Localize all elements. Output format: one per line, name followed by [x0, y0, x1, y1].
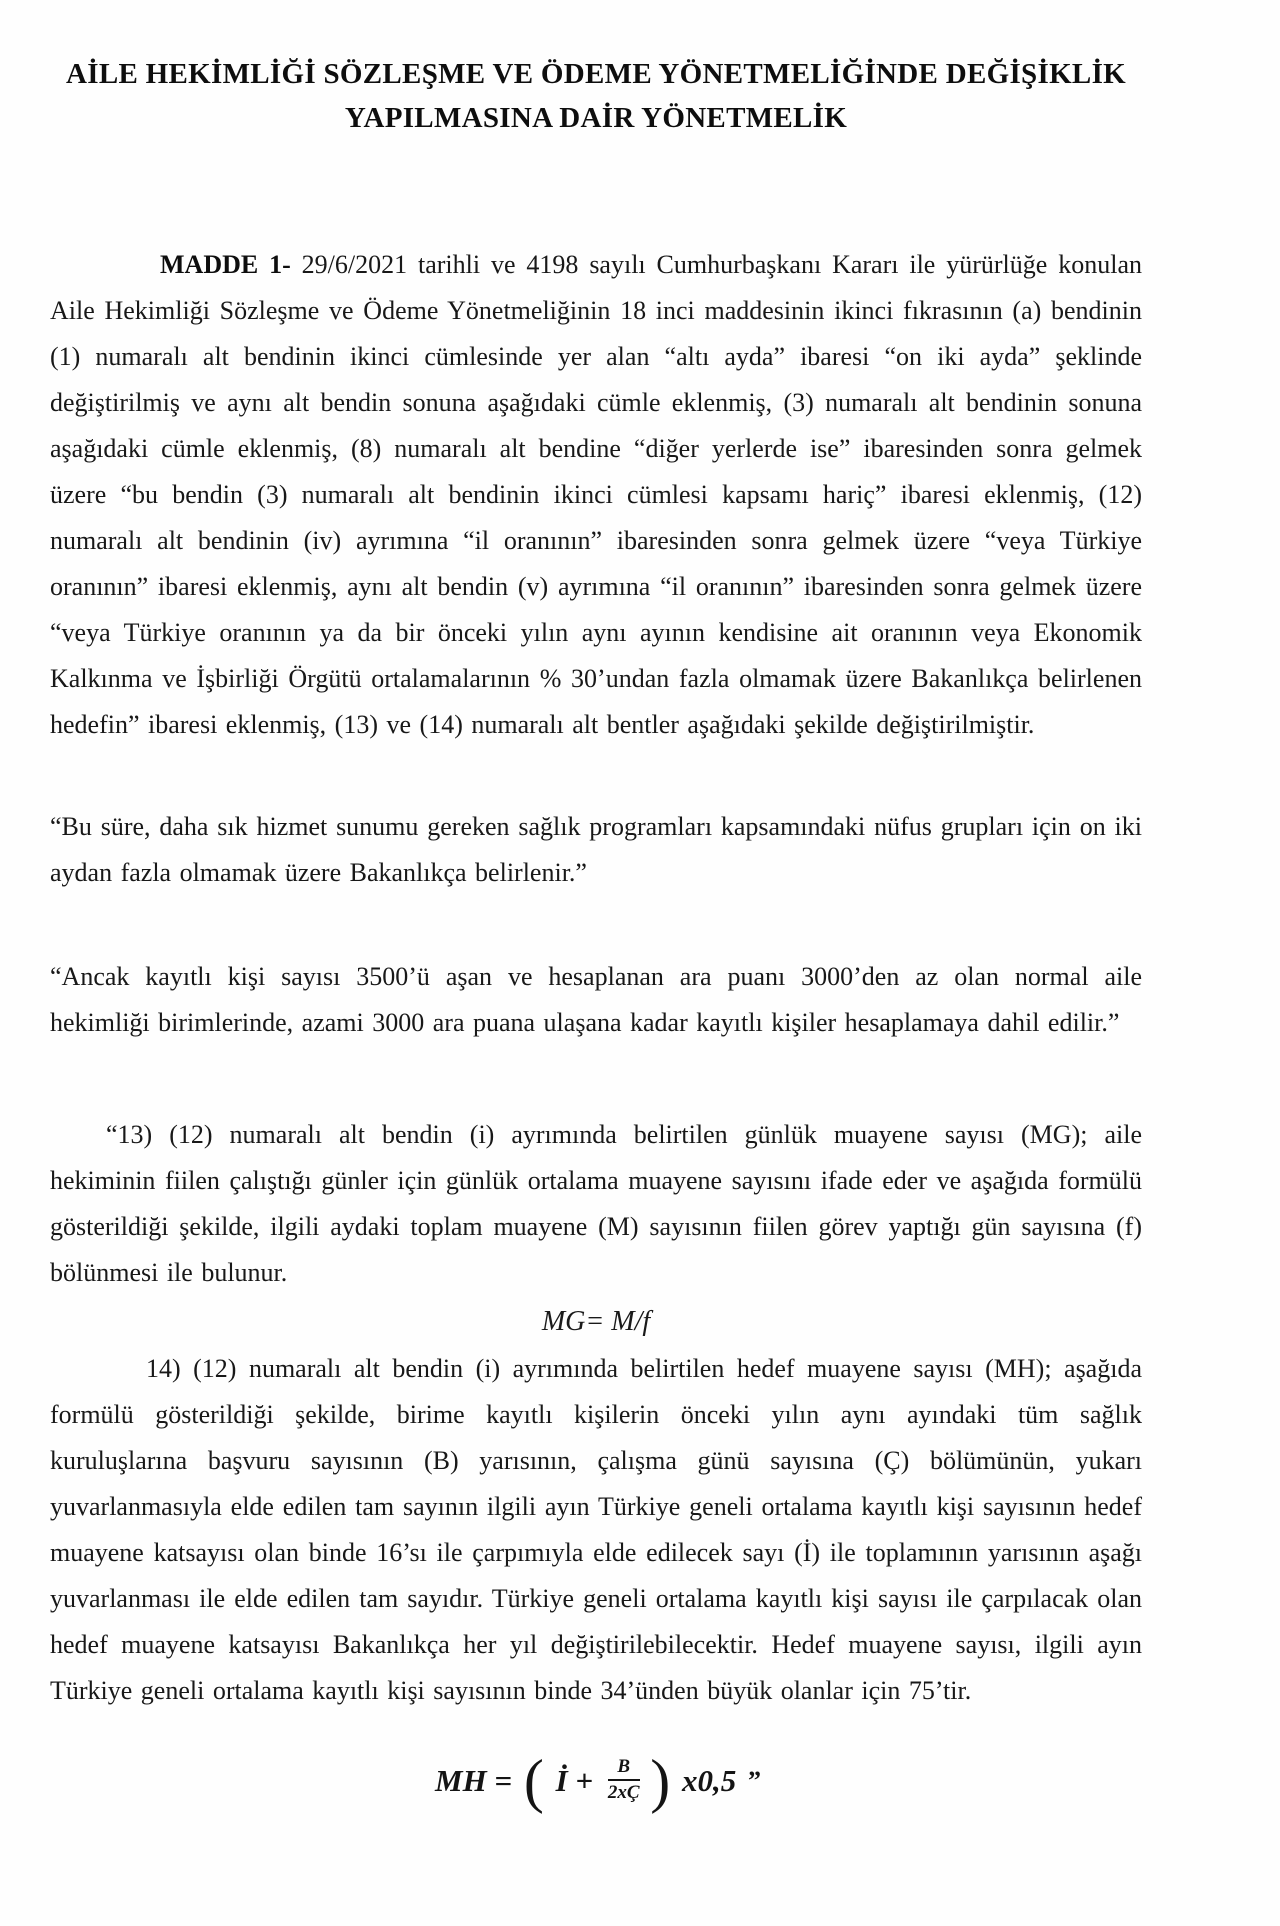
formula-mh-close-paren: ): [650, 1747, 671, 1814]
formula-mh-numerator: B: [608, 1756, 640, 1781]
madde-1-label: MADDE 1-: [160, 250, 291, 279]
title-line-1: AİLE HEKİMLİĞİ SÖZLEŞME VE ÖDEME YÖNETMELİĞİNDE DEĞİŞİKLİK: [65, 58, 1127, 90]
title-line-2: YAPILMASINA DAİR YÖNETMELİK: [344, 102, 848, 134]
formula-mh-denominator: 2xÇ: [607, 1781, 640, 1803]
formula-mh-fraction: [608, 1756, 640, 1804]
document-title: [50, 52, 1142, 140]
formula-mh: [50, 1744, 1142, 1818]
formula-mg-expression: MG= M/f: [541, 1306, 651, 1337]
paragraph-subitem-14: 14) (12) numaralı alt bendin (i) ayrımında belirtilen hedef muayene sayısı (MH); aşağıda formülü gösterildiği şekilde, birime kayıtlı kişilerin önceki yılın aynı ayındaki tüm sağlık kuruluşlarına başvuru sayısının (B) yarısının, çalışma günü sayısına (Ç) bölümünün, yukarı yuvarlanmasıyla elde edilen tam sayının ilgili ayın Türkiye geneli ortalama kayıtlı kişi sayısının hedef muayene katsayısı olan binde 16’sı ile çarpımıyla elde edilecek sayı (İ) ile toplamının yarısının aşağı yuvarlanması ile elde edilen tam sayıdır. Türkiye geneli ortalama kayıtlı kişi sayısı ile çarpılacak olan hedef muayene katsayısı Bakanlıkça her yıl değiştirilebilecektir. Hedef muayene sayısı, ilgili ayın Türkiye geneli ortalama kayıtlı kişi sayısının binde 34’ünden büyük olanlar için 75’tir.: [50, 1354, 1142, 1705]
formula-mh-closing-quote: ”: [747, 1766, 761, 1795]
formula-mh-lhs: MH =: [435, 1763, 513, 1798]
paragraph-madde-1: [50, 242, 1142, 748]
quoted-clause-1: “Bu süre, daha sık hizmet sunumu gereken sağlık programları kapsamındaki nüfus grupları için on iki aydan fazla olmamak üzere Bakanlıkça belirlenir.”: [50, 812, 1142, 887]
formula-mh-i-term: İ +: [555, 1763, 594, 1798]
quoted-clause-2: “Ancak kayıtlı kişi sayısı 3500’ü aşan ve hesaplanan ara puanı 3000’den az olan normal aile hekimliği birimlerinde, azami 3000 ara puana ulaşana kadar kayıtlı kişiler hesaplamaya dahil edilir.”: [50, 962, 1142, 1037]
formula-mg: [50, 1300, 1142, 1344]
formula-mh-open-paren: (: [523, 1747, 544, 1814]
madde-1-body-text: 29/6/2021 tarihli ve 4198 sayılı Cumhurbaşkanı Kararı ile yürürlüğe konulan Aile Hekimliği Sözleşme ve Ödeme Yönetmeliğinin 18 inci maddesinin ikinci fıkrasının (a) bendinin (1) numaralı alt bendinin ikinci cümlesinde yer alan “altı ayda” ibaresi “on iki ayda” şeklinde değiştirilmiş ve aynı alt bendin sonuna aşağıdaki cümle eklenmiş, (3) numaralı alt bendinin sonuna aşağıdaki cümle eklenmiş, (8) numaralı alt bendine “diğer yerlerde ise” ibaresinden sonra gelmek üzere “bu bendin (3) numaralı alt bendinin ikinci cümlesi kapsamı hariç” ibaresi eklenmiş, (12) numaralı alt bendinin (iv) ayrımına “il oranının” ibaresinden sonra gelmek üzere “veya Türkiye oranının” ibaresi eklenmiş, aynı alt bendin (v) ayrımına “il oranının” ibaresinden sonra gelmek üzere “veya Türkiye oranının ya da bir önceki yılın aynı ayının kendisine ait oranının veya Ekonomik Kalkınma ve İşbirliği Örgütü ortalamalarının % 30’undan fazla olmamak üzere Bakanlıkça belirlenen hedefin” ibaresi eklenmiş, (13) ve (14) numaralı alt bentler aşağıdaki şekilde değiştirilmiştir.: [50, 250, 1142, 739]
formula-mh-multiplier: x0,5: [681, 1763, 737, 1798]
paragraph-subitem-13: “13) (12) numaralı alt bendin (i) ayrımında belirtilen günlük muayene sayısı (MG); aile hekiminin fiilen çalıştığı günler için günlük ortalama muayene sayısını ifade eder ve aşağıda formülü gösterildiği şekilde, ilgili aydaki toplam muayene (M) sayısının fiilen görev yaptığı gün sayısına (f) bölünmesi ile bulunur.: [50, 1120, 1142, 1287]
